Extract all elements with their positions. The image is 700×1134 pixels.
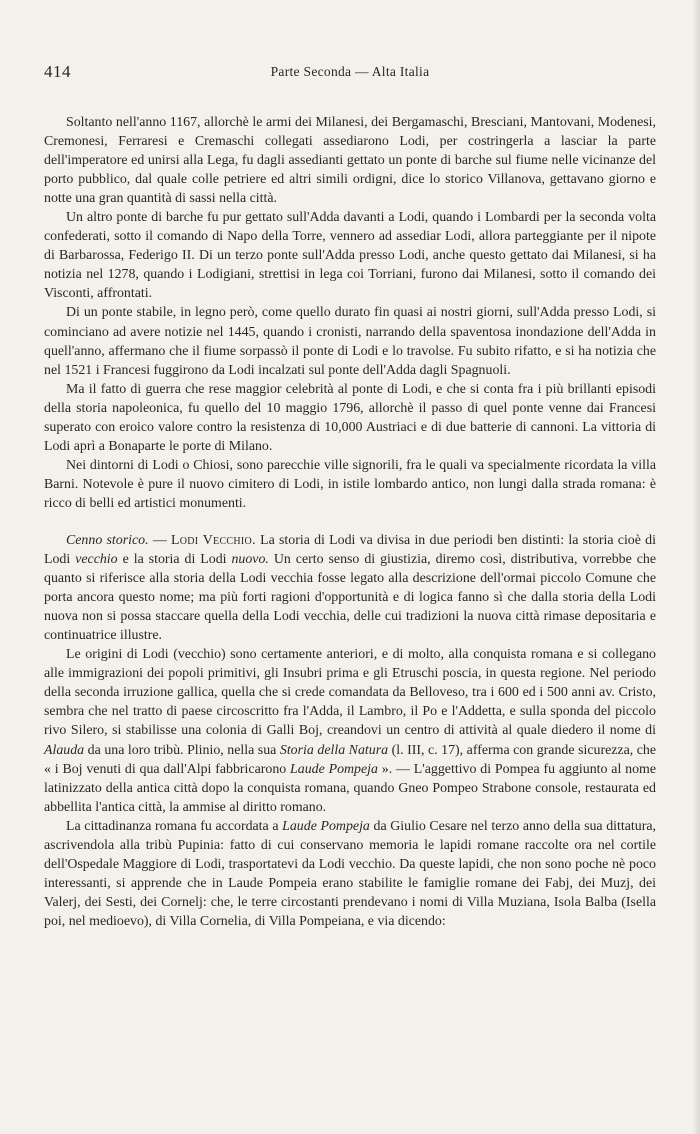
page-header bbox=[44, 62, 656, 84]
paragraph: Nei dintorni di Lodi o Chiosi, sono parecchie ville signorili, fra le quali va specialmente ricordata la villa Barni. Notevole è pure il nuovo cimitero di Lodi, in istile lombardo antico, non lungi dalla strada romana: è ricco di belli ed artistici monumenti. bbox=[44, 457, 656, 511]
cenno-storico-section bbox=[44, 531, 656, 931]
page-edge-shadow bbox=[692, 0, 700, 1134]
italic-term: vecchio bbox=[75, 552, 118, 568]
paragraph bbox=[44, 531, 656, 645]
text-run: Le origini di Lodi (vecchio) sono certamente anteriori, e di molto, alla conquista romana e si collegano alle immigrazioni dei popoli primitivi, gli Insubri prima e gli Etruschi poscia, in questa regione. Nel periodo della seconda irruzione gallica, quella che si crede comandata da Belloveso, tra i 600 ed i 500 anni av. Cristo, sembra che nel tratto di paese circoscritto fra l'Adda, il Lambro, il Po e l'Addetta, e sulla sponda del piccolo rivo Silero, si stabilisse una colonia di Galli Boj, creandovi un centro di attività al quale diedero il nome di bbox=[44, 647, 656, 739]
text-run: La cittadinanza romana fu accordata a bbox=[66, 818, 283, 834]
dash: — bbox=[148, 532, 171, 548]
text-run: La storia di Lodi va divisa in due periodi ben distinti: la storia cioè di Lodi bbox=[44, 532, 656, 568]
text-run: e la storia di Lodi bbox=[117, 552, 232, 568]
text-run: ». — L'aggettivo di Pompea fu aggiunto al nome latinizzato della antica città dopo la conquista romana, quando Gneo Pompeo Strabone console, restaurata ed abbellita l'antica città, la ammise al diritto romano. bbox=[44, 761, 656, 815]
bridge-history-section bbox=[44, 113, 656, 513]
page-body bbox=[44, 113, 656, 931]
paragraph bbox=[44, 645, 656, 816]
text-run: Un certo senso di giustizia, diremo così, distributiva, vorrebbe che quanto si riferisce alla storia della Lodi vecchia fosse legato alla descrizione dell'ormai piccolo Comune che porta ancora questo nome; ma più forti ragioni d'opportunità e di logica fanno sì che dalla storia della Lodi nuova non si possa staccare quella della Lodi vecchia, delle cui tradizioni la nuova città rimase depositaria e continuatrice illustre. bbox=[44, 552, 656, 644]
section-label: Cenno storico. bbox=[66, 532, 149, 548]
italic-term: Alauda bbox=[44, 742, 85, 758]
italic-term: Laude Pompeja bbox=[282, 818, 370, 834]
italic-term: nuovo. bbox=[231, 552, 269, 568]
paragraph: Soltanto nell'anno 1167, allorchè le armi dei Milanesi, dei Bergamaschi, Bresciani, Mantovani, Modenesi, Cremonesi, Ferraresi e Cremaschi collegati assediarono Lodi, per costringerla a lasciar la parte dell'imperatore ed unirsi alla Lega, fu dagli assedianti gettato un ponte di barche sul fiume nelle vicinanze del porto pubblico, dal quale colle petriere ed altri simili ordigni, dice lo storico Villanova, gettavano giorno e notte una gran quantità di sassi nella città. bbox=[44, 115, 656, 207]
italic-term: Storia della Natura bbox=[279, 742, 389, 758]
section-subject: Lodi Vecchio. bbox=[170, 532, 256, 548]
text-run: da Giulio Cesare nel terzo anno della sua dittatura, ascrivendola alla tribù Pupinia: fatto di cui conservano memoria le lapidi romane raccolte ora nel cortile dell'Ospedale Maggiore di Lodi, trasportatevi da Lodi vecchio. Da queste lapidi, che non sono poche nè poco interessanti, si apprende che in Laude Pompeia erano stabilite le famiglie romane dei Fabj, dei Muzj, dei Valerj, dei Sesti, dei Cornelj: che, le terre circostanti prendevano i nomi di Villa Muziana, Isola Balba (Isella poi, nel medioevo), di Villa Cornelia, di Villa Pompeiana, e via dicendo: bbox=[44, 818, 656, 929]
paragraph bbox=[44, 817, 656, 931]
page-number: 414 bbox=[44, 62, 71, 81]
italic-term: Laude Pompeja bbox=[290, 761, 378, 777]
text-run: da una loro tribù. Plinio, nella sua bbox=[84, 742, 280, 758]
running-head: Parte Seconda — Alta Italia bbox=[270, 64, 430, 79]
paragraph: Un altro ponte di barche fu pur gettato sull'Adda davanti a Lodi, quando i Lombardi per la seconda volta confederati, sotto il comando di Napo della Torre, vennero ad assediar Lodi, allora parteggiante per il nipote di Barbarossa, Federigo II. Di un terzo ponte sull'Adda presso Lodi, anche questo gettato dai Milanesi, si ha notizia nel 1278, quando i Lodigiani, strettisi in lega coi Torriani, furono dai Milanesi, sotto il comando dei Visconti, affrontati. bbox=[44, 210, 656, 302]
paragraph: Ma il fatto di guerra che rese maggior celebrità al ponte di Lodi, e che si conta fra i più brillanti episodi della storia napoleonica, fu quello del 10 maggio 1796, allorchè il passo di quel ponte venne dai Francesi superato con eroico valore contro la resistenza di 10,000 Austriaci e di due batterie di cannoni. La vittoria di Lodi aprì a Bonaparte le porte di Milano. bbox=[44, 381, 656, 454]
paragraph: Di un ponte stabile, in legno però, come quello durato fin quasi ai nostri giorni, sull'Adda presso Lodi, si cominciano ad avere notizie nel 1445, quando i cronisti, narrando della spaventosa inondazione dell'Adda in quell'anno, affermano che il fiume sorpassò il ponte di Lodi e lo travolse. Fu subito rifatto, e si ha notizia che nel 1521 i Francesi fuggirono da Lodi incalzati sul ponte dell'Adda dagli Spagnuoli. bbox=[44, 305, 656, 378]
text-run: (l. III, c. 17), afferma con grande sicurezza, che « i Boj venuti di qua dall'Alpi fabbricarono bbox=[44, 742, 657, 777]
